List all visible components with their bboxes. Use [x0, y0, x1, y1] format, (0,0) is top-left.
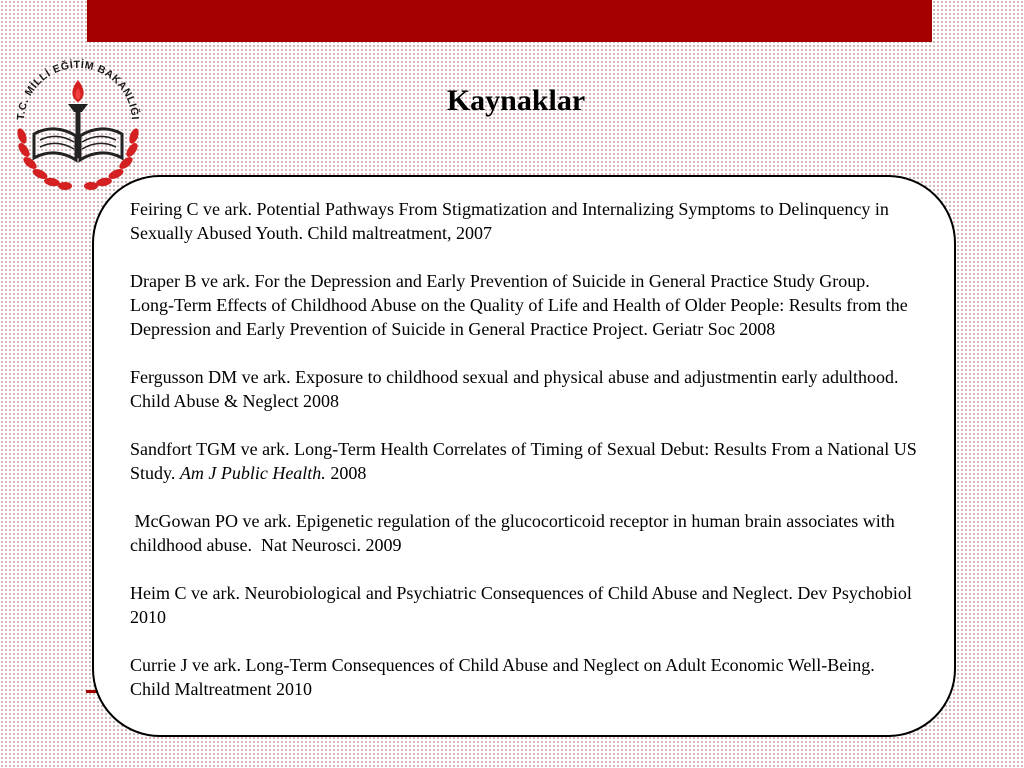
reference-item: Heim C ve ark. Neurobiological and Psychiatric Consequences of Child Abuse and Neglect. Dev Psychobiol 2010: [130, 583, 912, 627]
references-box: [92, 175, 956, 737]
svg-text:T.C. MİLLİ EĞİTİM BAKANLIĞI: T.C. MİLLİ EĞİTİM BAKANLIĞI: [14, 58, 141, 121]
reference-item: McGowan PO ve ark. Epigenetic regulation of the glucocorticoid receptor in human brain associates with childhood abuse. Nat Neurosci. 2009: [130, 511, 900, 555]
top-banner-bar: [87, 0, 932, 42]
reference-item: Sandfort TGM ve ark. Long-Term Health Correlates of Timing of Sexual Debut: Results From a National US Study. Am J Public Health. 2008: [130, 439, 917, 483]
journal-name: Am J Public Health.: [179, 463, 326, 483]
slide-title: Kaynaklar: [446, 84, 586, 117]
reference-item: Fergusson DM ve ark. Exposure to childhood sexual and physical abuse and adjustmentin early adulthood. Child Abuse & Neglect 2008: [130, 367, 899, 411]
reference-item: Currie J ve ark. Long-Term Consequences of Child Abuse and Neglect on Adult Economic Well-Being. Child Maltreatment 2010: [130, 655, 875, 699]
reference-item: Feiring C ve ark. Potential Pathways From Stigmatization and Internalizing Symptoms to Delinquency in Sexually Abused Youth. Child maltreatment, 2007: [130, 199, 889, 243]
reference-item: Draper B ve ark. For the Depression and Early Prevention of Suicide in General Practice Study Group. Long-Term Effects of Childhood Abuse on the Quality of Life and Health of Older People: Results from the Depression and Early Prevention of Suicide in General Practice Project. Geriatr Soc 2008: [130, 271, 908, 339]
ministry-logo: [8, 52, 148, 192]
